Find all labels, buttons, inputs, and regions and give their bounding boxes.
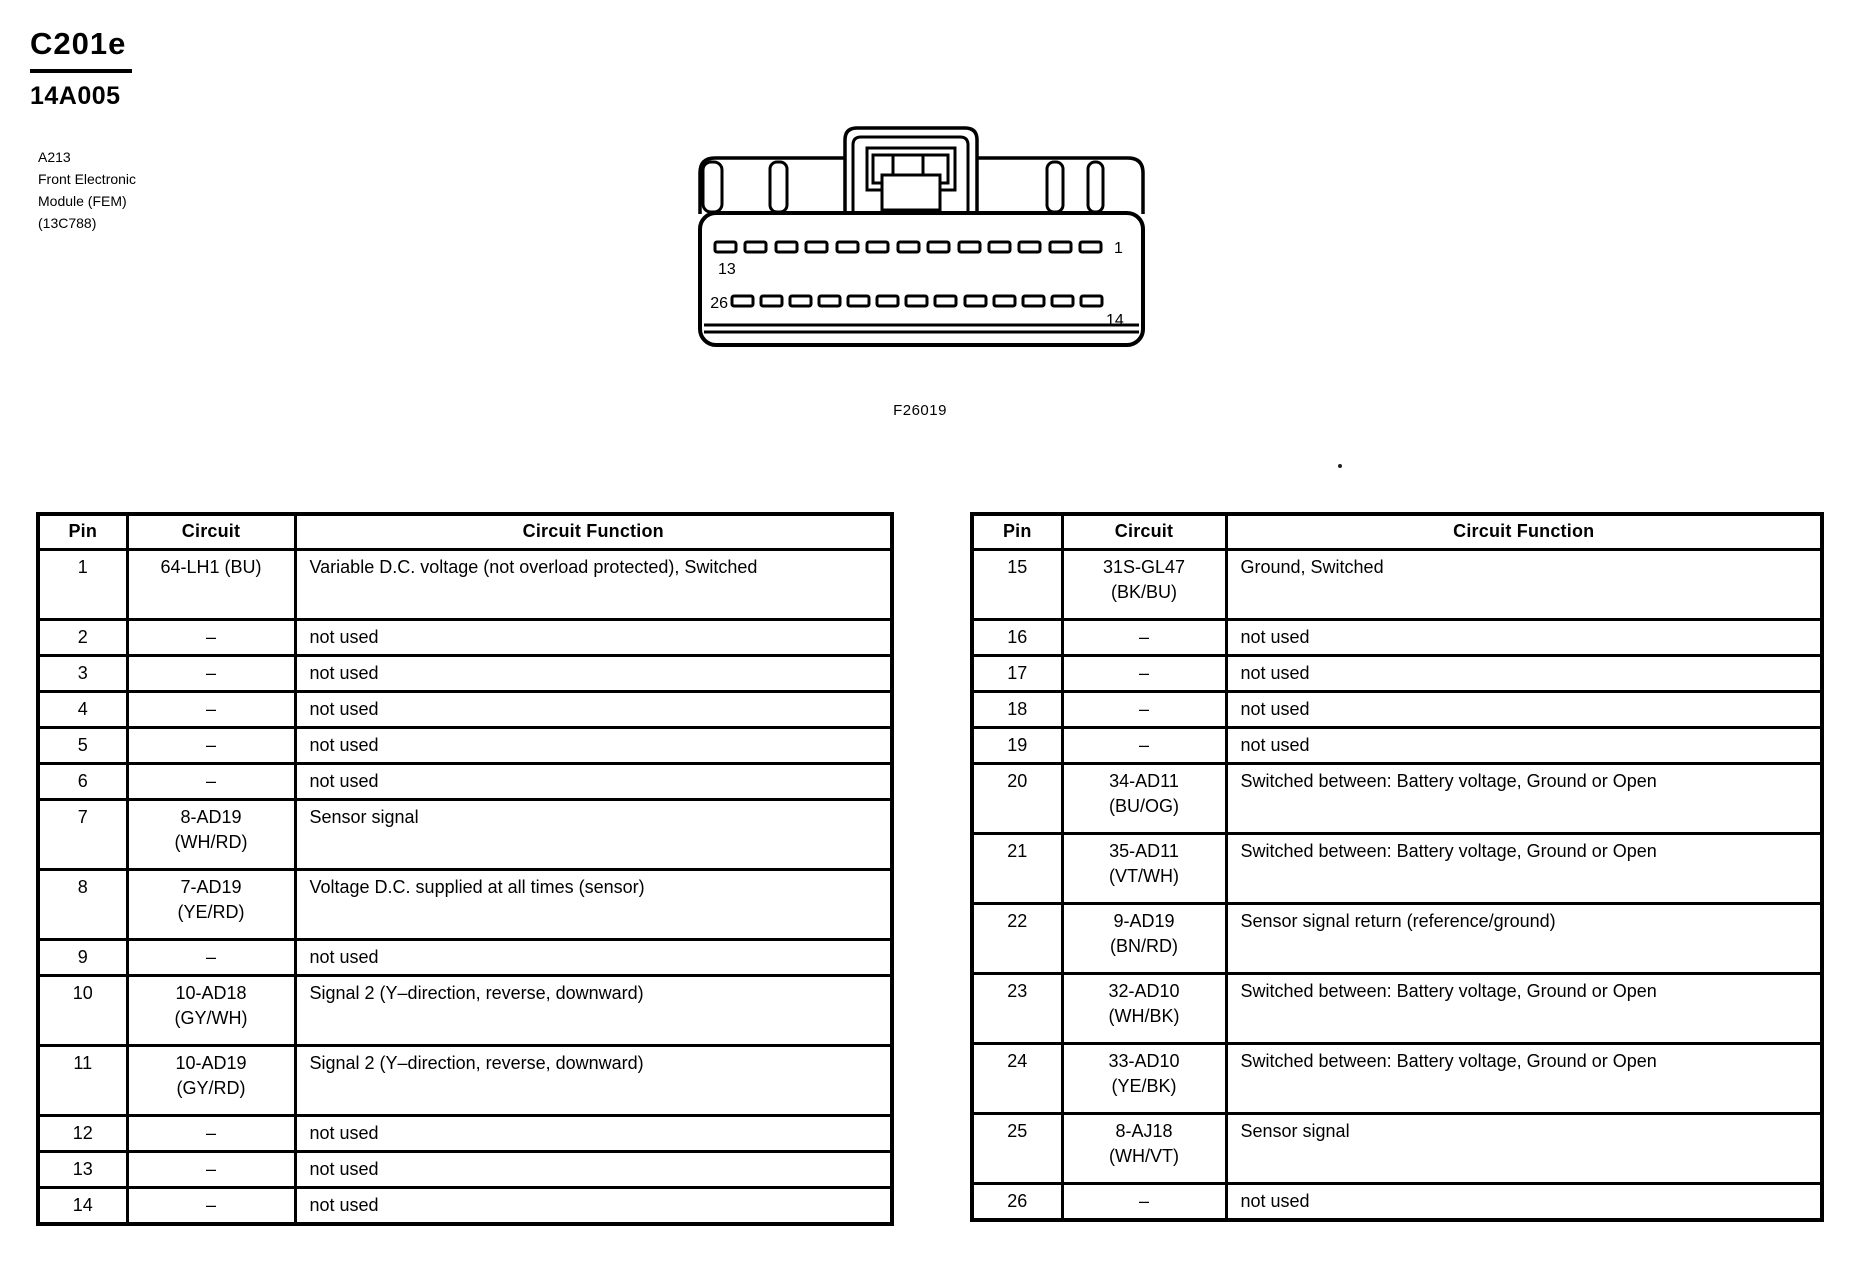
- component-label: [38, 146, 136, 234]
- table-row: [38, 1152, 892, 1188]
- function-cell: not used: [1226, 1184, 1822, 1220]
- pin-cell: 8: [38, 870, 127, 940]
- table-row: [972, 1044, 1822, 1114]
- table-row: [972, 1184, 1822, 1220]
- table-row: [38, 550, 892, 620]
- pin-cell: 10: [38, 976, 127, 1046]
- table-row: [38, 1116, 892, 1152]
- column-header: Circuit: [127, 514, 295, 550]
- pin-cell: 14: [38, 1188, 127, 1224]
- function-cell: Ground, Switched: [1226, 550, 1822, 620]
- latch-tab: [882, 175, 940, 210]
- function-cell: Sensor signal: [1226, 1114, 1822, 1184]
- header-row: [972, 514, 1822, 550]
- pin-cell: 15: [972, 550, 1062, 620]
- pin-cell: 13: [38, 1152, 127, 1188]
- connector-drawing: [680, 118, 1160, 350]
- pin-cell: 7: [38, 800, 127, 870]
- pin-cell: 5: [38, 728, 127, 764]
- column-header: Circuit: [1062, 514, 1226, 550]
- circuit-cell: 34-AD11 (BU/OG): [1062, 764, 1226, 834]
- circuit-cell: 9-AD19 (BN/RD): [1062, 904, 1226, 974]
- circuit-cell: –: [1062, 692, 1226, 728]
- table-row: [972, 974, 1822, 1044]
- pin-13-label: 13: [718, 261, 736, 278]
- pin-cell: 23: [972, 974, 1062, 1044]
- function-cell: not used: [295, 692, 892, 728]
- function-cell: Switched between: Battery voltage, Ground or Open: [1226, 974, 1822, 1044]
- pin-cell: 25: [972, 1114, 1062, 1184]
- pin-cell: 18: [972, 692, 1062, 728]
- pin-cell: 6: [38, 764, 127, 800]
- function-cell: not used: [295, 620, 892, 656]
- function-cell: Signal 2 (Y–direction, reverse, downward): [295, 1046, 892, 1116]
- circuit-cell: 64-LH1 (BU): [127, 550, 295, 620]
- circuit-cell: 10-AD18 (GY/WH): [127, 976, 295, 1046]
- circuit-cell: 35-AD11 (VT/WH): [1062, 834, 1226, 904]
- table-row: [972, 834, 1822, 904]
- pin-1-label: 1: [1114, 240, 1123, 257]
- component-label-line: Module (FEM): [38, 193, 127, 209]
- table-row: [972, 656, 1822, 692]
- table-row: [38, 940, 892, 976]
- circuit-cell: 7-AD19 (YE/RD): [127, 870, 295, 940]
- pinout-table-right: [970, 512, 1824, 1222]
- table-row: [38, 656, 892, 692]
- table-row: [38, 1046, 892, 1116]
- pin-cell: 2: [38, 620, 127, 656]
- circuit-cell: 32-AD10 (WH/BK): [1062, 974, 1226, 1044]
- table-row: [972, 692, 1822, 728]
- table-row: [38, 870, 892, 940]
- circuit-cell: –: [127, 940, 295, 976]
- circuit-cell: 8-AJ18 (WH/VT): [1062, 1114, 1226, 1184]
- circuit-cell: –: [127, 620, 295, 656]
- circuit-cell: –: [127, 656, 295, 692]
- table-row: [972, 904, 1822, 974]
- table-row: [38, 728, 892, 764]
- circuit-cell: –: [1062, 620, 1226, 656]
- column-header: Pin: [38, 514, 127, 550]
- circuit-cell: 33-AD10 (YE/BK): [1062, 1044, 1226, 1114]
- circuit-cell: 8-AD19 (WH/RD): [127, 800, 295, 870]
- function-cell: not used: [295, 1152, 892, 1188]
- function-cell: Switched between: Battery voltage, Ground or Open: [1226, 1044, 1822, 1114]
- pin-cell: 16: [972, 620, 1062, 656]
- pin-cell: 17: [972, 656, 1062, 692]
- component-label-line: A213: [38, 149, 71, 165]
- pin-14-label: 14: [1106, 312, 1124, 329]
- shell-slot: [703, 162, 722, 212]
- function-cell: not used: [295, 1116, 892, 1152]
- pin-cell: 21: [972, 834, 1062, 904]
- function-cell: not used: [1226, 728, 1822, 764]
- pin-cell: 9: [38, 940, 127, 976]
- function-cell: not used: [295, 1188, 892, 1224]
- page-title: C201e: [30, 26, 132, 73]
- circuit-cell: –: [127, 1152, 295, 1188]
- column-header: Pin: [972, 514, 1062, 550]
- pin-26-label: 26: [710, 295, 728, 312]
- shell-slot: [770, 162, 787, 212]
- header-row: [38, 514, 892, 550]
- table-row: [38, 620, 892, 656]
- table-row: [972, 764, 1822, 834]
- function-cell: Switched between: Battery voltage, Ground or Open: [1226, 764, 1822, 834]
- circuit-cell: –: [127, 692, 295, 728]
- component-label-line: Front Electronic: [38, 171, 137, 187]
- function-cell: Sensor signal return (reference/ground): [1226, 904, 1822, 974]
- function-cell: not used: [1226, 656, 1822, 692]
- function-cell: Variable D.C. voltage (not overload protected), Switched: [295, 550, 892, 620]
- function-cell: Voltage D.C. supplied at all times (sensor): [295, 870, 892, 940]
- pin-cell: 19: [972, 728, 1062, 764]
- function-cell: not used: [295, 656, 892, 692]
- function-cell: not used: [1226, 620, 1822, 656]
- function-cell: Switched between: Battery voltage, Ground or Open: [1226, 834, 1822, 904]
- pin-cell: 20: [972, 764, 1062, 834]
- function-cell: Sensor signal: [295, 800, 892, 870]
- pin-cell: 12: [38, 1116, 127, 1152]
- function-cell: Signal 2 (Y–direction, reverse, downward): [295, 976, 892, 1046]
- part-number: 14A005: [30, 82, 121, 110]
- pin-cell: 1: [38, 550, 127, 620]
- shell-slot: [1047, 162, 1063, 212]
- table-row: [972, 550, 1822, 620]
- table-row: [38, 1188, 892, 1224]
- shell-slot: [1088, 162, 1103, 212]
- pin-cell: 26: [972, 1184, 1062, 1220]
- pin-cell: 24: [972, 1044, 1062, 1114]
- table-row: [38, 764, 892, 800]
- pinout-table-left: [36, 512, 894, 1226]
- circuit-cell: –: [127, 728, 295, 764]
- pin-cell: 3: [38, 656, 127, 692]
- pin-cell: 11: [38, 1046, 127, 1116]
- pin-cell: 4: [38, 692, 127, 728]
- function-cell: not used: [295, 940, 892, 976]
- table-row: [972, 1114, 1822, 1184]
- table-row: [38, 800, 892, 870]
- function-cell: not used: [295, 728, 892, 764]
- circuit-cell: –: [1062, 1184, 1226, 1220]
- circuit-cell: –: [1062, 728, 1226, 764]
- circuit-cell: –: [127, 764, 295, 800]
- figure-code: F26019: [893, 402, 947, 419]
- circuit-cell: –: [1062, 656, 1226, 692]
- function-cell: not used: [1226, 692, 1822, 728]
- circuit-cell: –: [127, 1188, 295, 1224]
- scan-speck: [1338, 464, 1342, 468]
- table-row: [38, 692, 892, 728]
- function-cell: not used: [295, 764, 892, 800]
- circuit-cell: 10-AD19 (GY/RD): [127, 1046, 295, 1116]
- table-row: [972, 620, 1822, 656]
- circuit-cell: –: [127, 1116, 295, 1152]
- component-label-line: (13C788): [38, 215, 97, 231]
- circuit-cell: 31S-GL47 (BK/BU): [1062, 550, 1226, 620]
- table-row: [38, 976, 892, 1046]
- column-header: Circuit Function: [1226, 514, 1822, 550]
- column-header: Circuit Function: [295, 514, 892, 550]
- pin-cell: 22: [972, 904, 1062, 974]
- table-row: [972, 728, 1822, 764]
